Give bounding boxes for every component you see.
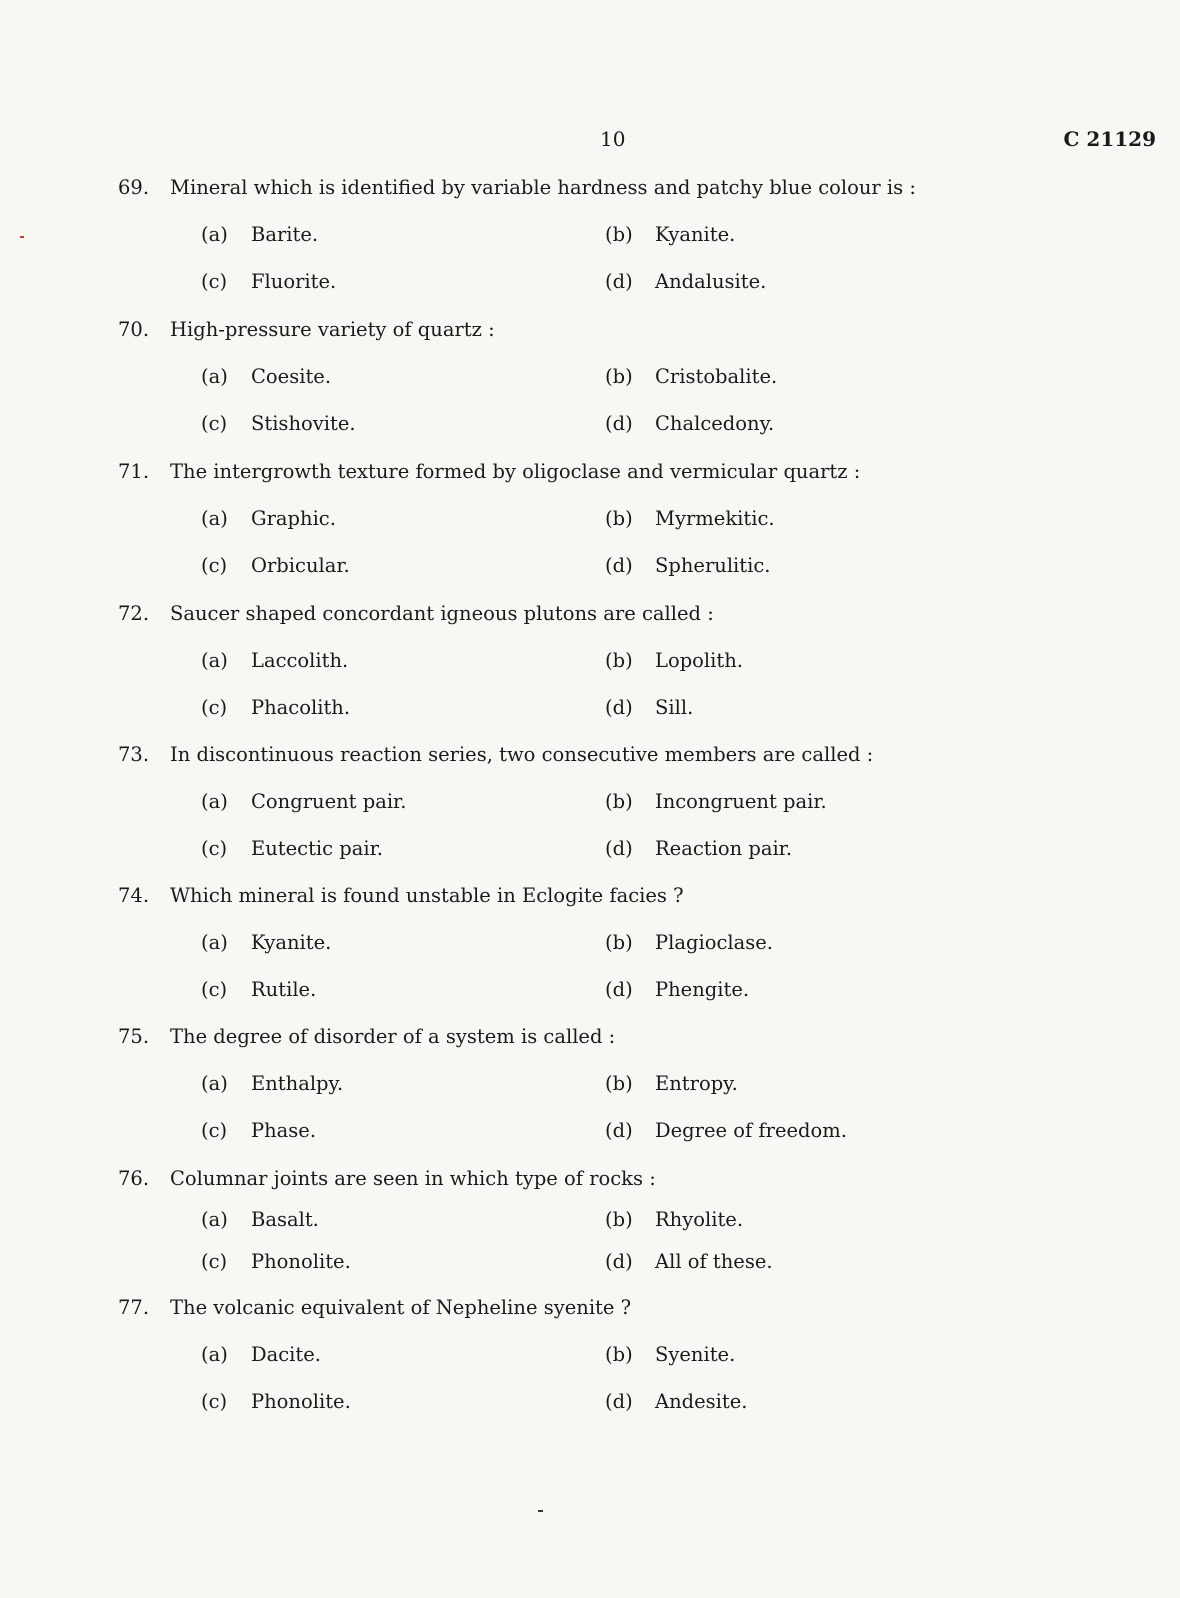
option-text: Rutile. — [251, 978, 317, 1001]
option-label: (d) — [605, 837, 633, 860]
option-label: (c) — [201, 1390, 228, 1413]
option-text: Dacite. — [251, 1343, 321, 1366]
option-text: Eutectic pair. — [251, 837, 384, 860]
option-text: All of these. — [655, 1250, 773, 1273]
option-label: (d) — [605, 412, 633, 435]
question-text: Columnar joints are seen in which type of rocks : — [170, 1167, 656, 1190]
option-text: Andalusite. — [655, 270, 767, 293]
option-text: Myrmekitic. — [655, 507, 775, 530]
option-text: Spherulitic. — [655, 554, 771, 577]
question-text: In discontinuous reaction series, two consecutive members are called : — [170, 743, 874, 766]
option-text: Fluorite. — [251, 270, 337, 293]
page-number: 10 — [600, 127, 626, 151]
option-label: (a) — [201, 507, 228, 530]
option-label: (a) — [201, 649, 228, 672]
option-label: (c) — [201, 1250, 228, 1273]
option-label: (c) — [201, 978, 228, 1001]
option-label: (c) — [201, 554, 228, 577]
option-label: (c) — [201, 270, 228, 293]
option-label: (b) — [605, 1208, 633, 1231]
option-text: Kyanite. — [655, 223, 736, 246]
option-label: (a) — [201, 1343, 228, 1366]
question-text: The degree of disorder of a system is called : — [170, 1025, 616, 1048]
question-number: 70. — [118, 318, 150, 341]
option-label: (a) — [201, 931, 228, 954]
option-text: Phengite. — [655, 978, 750, 1001]
option-text: Rhyolite. — [655, 1208, 744, 1231]
question-text: Mineral which is identified by variable hardness and patchy blue colour is : — [170, 176, 916, 199]
option-text: Laccolith. — [251, 649, 349, 672]
option-label: (a) — [201, 790, 228, 813]
option-label: (b) — [605, 1343, 633, 1366]
question-71 — [118, 460, 1148, 584]
option-label: (c) — [201, 696, 228, 719]
question-73 — [118, 743, 1148, 867]
option-text: Entropy. — [655, 1072, 738, 1095]
question-77 — [118, 1296, 1148, 1420]
option-label: (b) — [605, 1072, 633, 1095]
option-text: Reaction pair. — [655, 837, 793, 860]
option-text: Lopolith. — [655, 649, 743, 672]
option-text: Stishovite. — [251, 412, 356, 435]
option-label: (b) — [605, 790, 633, 813]
question-number: 76. — [118, 1167, 150, 1190]
question-76 — [118, 1167, 1148, 1280]
question-75 — [118, 1025, 1148, 1149]
option-label: (d) — [605, 1250, 633, 1273]
option-label: (d) — [605, 270, 633, 293]
question-number: 73. — [118, 743, 150, 766]
question-text: High-pressure variety of quartz : — [170, 318, 495, 341]
option-text: Enthalpy. — [251, 1072, 344, 1095]
question-number: 77. — [118, 1296, 150, 1319]
option-text: Coesite. — [251, 365, 332, 388]
option-label: (b) — [605, 507, 633, 530]
option-text: Incongruent pair. — [655, 790, 827, 813]
option-text: Plagioclase. — [655, 931, 773, 954]
option-text: Phacolith. — [251, 696, 351, 719]
question-text: Which mineral is found unstable in Eclogite facies ? — [170, 884, 684, 907]
option-label: (b) — [605, 649, 633, 672]
option-label: (a) — [201, 365, 228, 388]
option-text: Andesite. — [655, 1390, 748, 1413]
option-label: (b) — [605, 365, 633, 388]
question-70 — [118, 318, 1148, 442]
option-text: Cristobalite. — [655, 365, 778, 388]
option-text: Phonolite. — [251, 1390, 351, 1413]
question-number: 71. — [118, 460, 150, 483]
option-label: (c) — [201, 412, 228, 435]
question-72 — [118, 602, 1148, 726]
option-label: (a) — [201, 223, 228, 246]
option-label: (c) — [201, 837, 228, 860]
option-text: Graphic. — [251, 507, 336, 530]
option-text: Congruent pair. — [251, 790, 407, 813]
option-text: Barite. — [251, 223, 319, 246]
option-label: (c) — [201, 1119, 228, 1142]
option-label: (b) — [605, 931, 633, 954]
option-text: Degree of freedom. — [655, 1119, 847, 1142]
question-text: The volcanic equivalent of Nepheline syenite ? — [170, 1296, 632, 1319]
question-number: 72. — [118, 602, 150, 625]
option-label: (d) — [605, 554, 633, 577]
option-label: (a) — [201, 1208, 228, 1231]
question-number: 69. — [118, 176, 150, 199]
option-text: Phase. — [251, 1119, 317, 1142]
option-label: (d) — [605, 1390, 633, 1413]
option-label: (d) — [605, 1119, 633, 1142]
option-text: Basalt. — [251, 1208, 319, 1231]
option-text: Kyanite. — [251, 931, 332, 954]
option-text: Orbicular. — [251, 554, 350, 577]
question-number: 74. — [118, 884, 150, 907]
option-text: Sill. — [655, 696, 694, 719]
option-label: (b) — [605, 223, 633, 246]
option-text: Chalcedony. — [655, 412, 775, 435]
option-label: (d) — [605, 978, 633, 1001]
option-label: (a) — [201, 1072, 228, 1095]
paper-code: C 21129 — [1063, 127, 1156, 151]
page-end-mark — [538, 1510, 543, 1512]
option-text: Phonolite. — [251, 1250, 351, 1273]
question-text: Saucer shaped concordant igneous plutons are called : — [170, 602, 714, 625]
question-74 — [118, 884, 1148, 1008]
margin-mark — [20, 236, 24, 238]
option-text: Syenite. — [655, 1343, 736, 1366]
question-number: 75. — [118, 1025, 150, 1048]
question-text: The intergrowth texture formed by oligoclase and vermicular quartz : — [170, 460, 861, 483]
question-69 — [118, 176, 1148, 300]
option-label: (d) — [605, 696, 633, 719]
